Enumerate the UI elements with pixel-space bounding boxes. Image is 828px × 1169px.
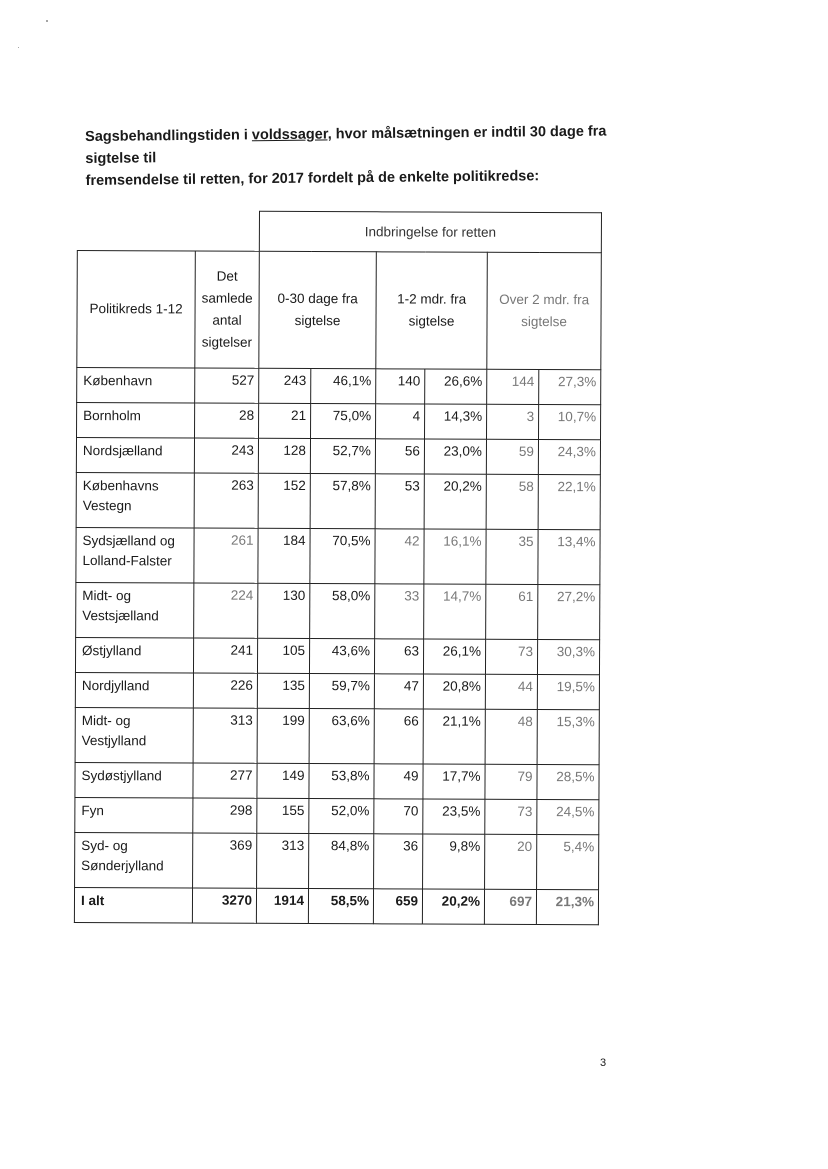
cell-n030: 128 [258,438,310,473]
col-header-total: Det samlede antal sigtelser [195,251,260,368]
page-title [85,120,646,192]
cell-district: Nordsjælland [76,438,194,474]
cell-p12: 26,1% [423,639,485,674]
cell-nover: 3 [487,404,539,439]
table-row [75,832,599,889]
cell-p12: 14,3% [425,404,487,439]
group-header: Indbringelse for retten [259,211,601,252]
cell-n030: 135 [257,673,309,708]
cell-total: 243 [194,438,258,473]
cell-total: 298 [193,798,257,833]
cell-nover: 59 [486,439,538,474]
col-header-1-2: 1-2 mdr. fra sigtelse [376,252,488,369]
cell-n12: 4 [376,404,425,439]
cell-n030: 243 [259,368,311,403]
title-line-1 [85,120,645,170]
cell-n12: 42 [375,529,424,584]
cell-district: I alt [74,887,192,923]
cell-district: Syd- og Sønderjylland [75,832,193,888]
cell-n12: 70 [374,799,423,834]
cell-pover: 13,4% [538,530,600,585]
cell-p030: 84,8% [309,834,374,889]
cell-p030: 43,6% [309,639,374,674]
table-row [77,403,601,440]
cell-n030: 1914 [256,888,308,923]
cell-p12: 17,7% [423,764,485,799]
header-blank [77,211,259,252]
cell-p030: 57,8% [310,474,375,529]
cell-n12: 659 [373,889,422,924]
cell-n030: 130 [258,583,310,638]
cell-n12: 33 [375,584,424,639]
table-row [76,438,600,475]
cell-p030: 52,7% [310,439,375,474]
cell-nover: 73 [485,799,537,834]
col-header-0-30: 0-30 dage fra sigtelse [259,251,377,369]
cell-district: Bornholm [77,403,195,439]
cell-pover: 30,3% [537,640,599,675]
cell-n12: 53 [375,474,424,529]
table-row [75,797,599,834]
table-row [77,368,601,405]
cell-total: 224 [194,583,258,638]
cell-p12: 20,2% [422,889,484,924]
cell-pover: 24,3% [538,440,600,475]
table-row [75,762,599,799]
cell-district: Østjylland [75,637,193,673]
cell-p030: 58,5% [308,889,373,924]
cell-pover: 24,5% [537,800,599,835]
table-row [75,637,599,674]
cell-pover: 22,1% [538,475,600,530]
cell-district: Midt- og Vestsjælland [76,582,194,638]
title-line-2: fremsendelse til retten, for 2017 fordelt på de enkelte politikredse: [85,168,540,189]
cell-p030: 46,1% [311,369,376,404]
cell-n030: 21 [259,403,311,438]
cell-pover: 5,4% [537,835,599,890]
scan-speck [18,47,19,48]
cell-n030: 155 [257,798,309,833]
cell-p12: 9,8% [423,834,485,889]
table-row [76,527,600,584]
cell-total: 313 [193,708,257,763]
cell-n030: 313 [257,833,309,888]
title-underlined-word: voldssager, [251,126,332,144]
cell-nover: 79 [485,764,537,799]
cell-n12: 49 [374,764,423,799]
cell-p12: 23,0% [424,439,486,474]
cell-nover: 20 [485,834,537,889]
cell-district: Fyn [75,797,193,833]
table-row [76,582,600,639]
cell-p12: 20,2% [424,474,486,529]
cell-p030: 59,7% [309,674,374,709]
cell-total: 241 [193,638,257,673]
cell-n12: 36 [374,834,423,889]
cell-p030: 58,0% [310,584,375,639]
cell-n12: 56 [375,439,424,474]
cell-total: 263 [194,473,258,528]
cell-pover: 28,5% [537,765,599,800]
table-body [74,368,600,925]
cell-p030: 63,6% [309,709,374,764]
cell-p12: 26,6% [425,369,487,404]
cell-nover: 144 [487,369,539,404]
cell-pover: 19,5% [537,675,599,710]
cell-total: 277 [193,763,257,798]
scan-speck [46,20,48,22]
cell-pover: 15,3% [537,710,599,765]
cell-total: 261 [194,528,258,583]
cell-p12: 20,8% [423,674,485,709]
cell-n030: 184 [258,528,310,583]
cell-pover: 10,7% [539,405,601,440]
table-row [75,672,599,709]
cell-district: Københavns Vestegn [76,472,194,528]
cell-p030: 52,0% [309,799,374,834]
cell-total: 3270 [192,888,256,923]
cell-p12: 14,7% [424,584,486,639]
cell-nover: 58 [486,474,538,529]
cell-total: 527 [195,368,259,403]
cell-n12: 66 [374,709,423,764]
cell-n12: 63 [374,639,423,674]
page-number: 3 [600,1057,607,1069]
cell-p030: 53,8% [309,764,374,799]
cell-n030: 105 [257,638,309,673]
cell-district: København [77,368,195,404]
cell-n12: 47 [374,674,423,709]
cell-nover: 61 [486,584,538,639]
cell-p12: 23,5% [423,799,485,834]
cell-n030: 149 [257,763,309,798]
cell-nover: 48 [485,709,537,764]
cell-total: 28 [195,403,259,438]
table-row [74,887,598,924]
cell-n030: 152 [258,473,310,528]
cell-district: Midt- og Vestjylland [75,707,193,763]
cell-district: Sydøstjylland [75,762,193,798]
cell-nover: 35 [486,529,538,584]
cell-district: Sydsjælland og Lolland-Falster [76,527,194,583]
cell-pover: 27,2% [538,585,600,640]
title-line-1-start: Sagsbehandlingstiden i [85,127,252,145]
cell-p12: 16,1% [424,529,486,584]
cell-p030: 75,0% [311,404,376,439]
table-row [76,472,600,529]
statistics-table [74,210,602,925]
cell-pover: 27,3% [539,370,601,405]
cell-p030: 70,5% [310,529,375,584]
cell-nover: 73 [485,639,537,674]
cell-total: 369 [193,833,257,888]
cell-p12: 21,1% [423,709,485,764]
cell-n030: 199 [257,708,309,763]
cell-total: 226 [193,673,257,708]
cell-n12: 140 [376,369,425,404]
table-row [75,707,599,764]
col-header-over-2: Over 2 mdr. fra sigtelse [487,252,602,369]
col-header-district: Politikreds 1-12 [77,251,196,369]
cell-pover: 21,3% [536,890,598,925]
cell-nover: 697 [484,889,536,924]
title-line-1-end: hvor målsætningen er indtil 30 dage fra sigtelse til [85,123,607,167]
cell-nover: 44 [485,674,537,709]
cell-district: Nordjylland [75,672,193,708]
